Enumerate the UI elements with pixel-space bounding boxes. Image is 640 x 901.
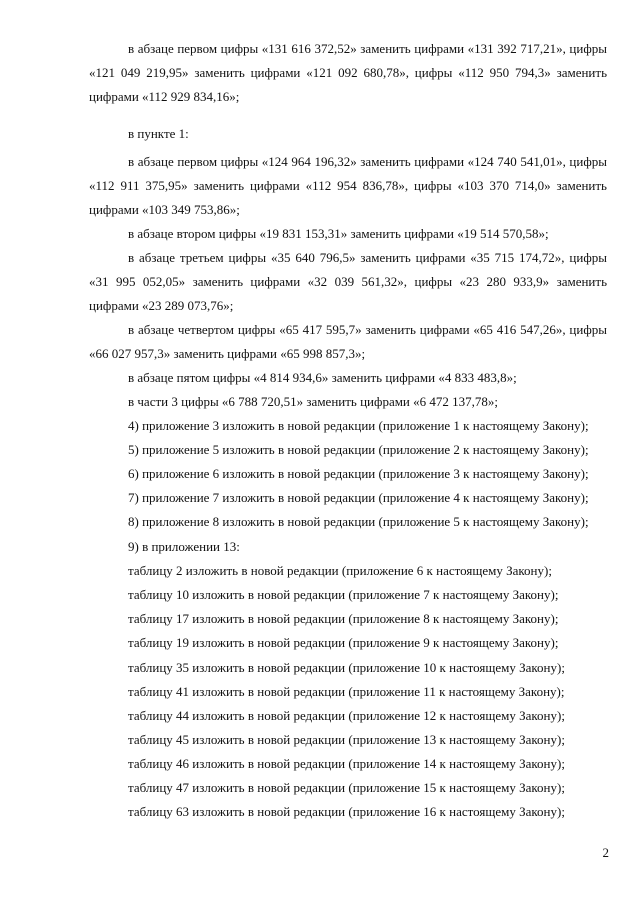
paragraph-1	[89, 37, 607, 109]
table-item-41: таблицу 41 изложить в новой редакции (приложение 11 к настоящему Закону);	[128, 684, 565, 699]
list-item-5: 5) приложение 5 изложить в новой редакции (приложение 2 к настоящему Закону);	[128, 442, 589, 457]
table-item-45: таблицу 45 изложить в новой редакции (приложение 13 к настоящему Закону);	[128, 732, 565, 747]
table-item-44: таблицу 44 изложить в новой редакции (приложение 12 к настоящему Закону);	[128, 708, 565, 723]
paragraph-text: в абзаце третьем цифры «35 640 796,5» заменить цифрами «35 715 174,72», цифры «31 995 052,05» заменить цифрами «32 039 561,32», цифры «23 280 933,9» заменить цифрами «23 289 073,76»;	[89, 250, 607, 313]
paragraph-5	[89, 246, 607, 318]
paragraph-3	[89, 150, 607, 222]
page-number: 2	[602, 845, 609, 860]
table-item-35: таблицу 35 изложить в новой редакции (приложение 10 к настоящему Закону);	[128, 660, 565, 675]
paragraph-text: в абзаце первом цифры «131 616 372,52» заменить цифрами «131 392 717,21», цифры «121 049 219,95» заменить цифрами «121 092 680,78», цифры «112 950 794,3» заменить цифрами «112 929 834,16»;	[89, 41, 607, 104]
table-item-10: таблицу 10 изложить в новой редакции (приложение 7 к настоящему Закону);	[128, 587, 559, 602]
table-item-2: таблицу 2 изложить в новой редакции (приложение 6 к настоящему Закону);	[128, 563, 552, 578]
list-item-8: 8) приложение 8 изложить в новой редакции (приложение 5 к настоящему Закону);	[128, 514, 589, 529]
paragraph-text: в абзаце четвертом цифры «65 417 595,7» заменить цифрами «65 416 547,26», цифры «66 027 957,3» заменить цифрами «65 998 857,3»;	[89, 322, 607, 361]
table-item-47: таблицу 47 изложить в новой редакции (приложение 15 к настоящему Закону);	[128, 780, 565, 795]
paragraph-6	[89, 318, 607, 366]
list-item-9: 9) в приложении 13:	[128, 539, 240, 554]
table-item-63: таблицу 63 изложить в новой редакции (приложение 16 к настоящему Закону);	[128, 804, 565, 819]
paragraph-8: в части 3 цифры «6 788 720,51» заменить цифрами «6 472 137,78»;	[128, 394, 499, 409]
table-item-46: таблицу 46 изложить в новой редакции (приложение 14 к настоящему Закону);	[128, 756, 565, 771]
table-item-19: таблицу 19 изложить в новой редакции (приложение 9 к настоящему Закону);	[128, 635, 559, 650]
paragraph-7: в абзаце пятом цифры «4 814 934,6» заменить цифрами «4 833 483,8»;	[128, 370, 517, 385]
table-item-17: таблицу 17 изложить в новой редакции (приложение 8 к настоящему Закону);	[128, 611, 559, 626]
list-item-6: 6) приложение 6 изложить в новой редакции (приложение 3 к настоящему Закону);	[128, 466, 589, 481]
list-item-7: 7) приложение 7 изложить в новой редакции (приложение 4 к настоящему Закону);	[128, 490, 589, 505]
paragraph-4: в абзаце втором цифры «19 831 153,31» заменить цифрами «19 514 570,58»;	[128, 226, 549, 241]
paragraph-text: в абзаце первом цифры «124 964 196,32» заменить цифрами «124 740 541,01», цифры «112 911 375,95» заменить цифрами «112 954 836,78», цифры «103 370 714,0» заменить цифрами «103 349 753,86»;	[89, 154, 607, 217]
paragraph-2: в пункте 1:	[128, 126, 189, 141]
list-item-4: 4) приложение 3 изложить в новой редакции (приложение 1 к настоящему Закону);	[128, 418, 589, 433]
